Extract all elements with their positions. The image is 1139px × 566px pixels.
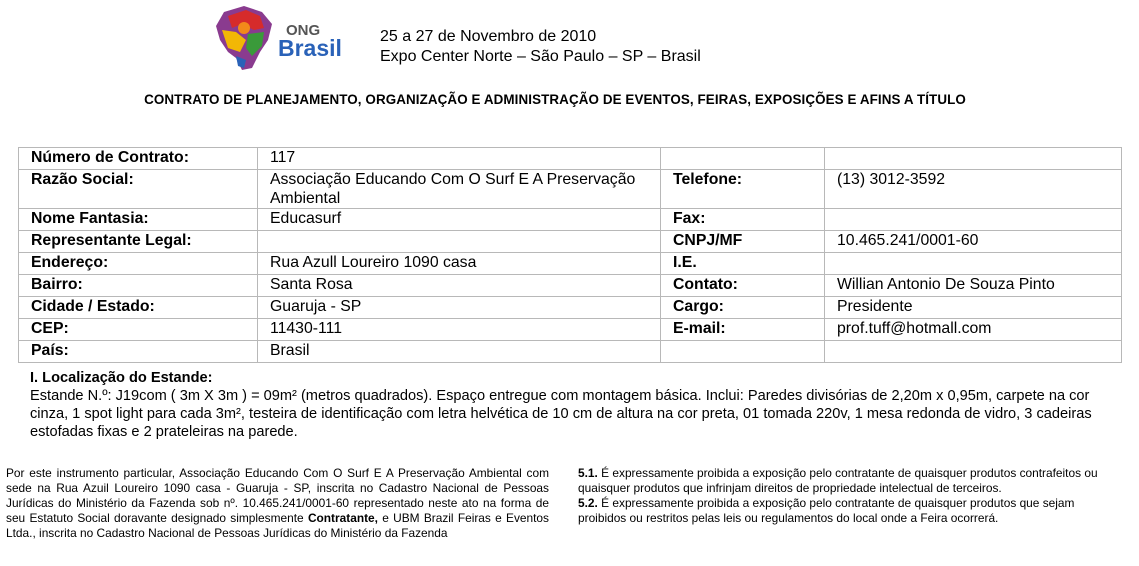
field-value	[825, 209, 1122, 231]
clause-number: 5.2.	[578, 496, 598, 510]
field-label: País:	[19, 341, 258, 363]
field-label: CEP:	[19, 319, 258, 341]
event-dates: 25 a 27 de Novembro de 2010	[380, 28, 597, 45]
field-label	[661, 341, 825, 363]
field-label	[661, 148, 825, 170]
event-info	[380, 27, 701, 67]
field-value: 11430-111	[258, 319, 661, 341]
contract-row	[19, 148, 1122, 170]
preamble-part1: Por este instrumento particular, Associação Educando Com O Surf E A Preservação Ambiental com sede na Rua Azuil Loureiro 1090 casa - Guaruja - SP, inscrita no Cadastro Nacional de Pessoas Jurídicas do Ministério da Fazenda sob nº. 10.465.241/0001-60 representado neste ato na forma de seu Estatuto Social doravante designado simplesmente	[6, 466, 549, 525]
clause-5-2	[578, 496, 1125, 526]
contract-row	[19, 209, 1122, 231]
field-label: Telefone:	[661, 170, 825, 209]
clauses-column	[578, 466, 1125, 526]
field-value: 10.465.241/0001-60	[825, 231, 1122, 253]
field-value: Educasurf	[258, 209, 661, 231]
section-title: I. Localização do Estande:	[30, 370, 213, 386]
field-value: (13) 3012-3592	[825, 170, 1122, 209]
field-value: Santa Rosa	[258, 275, 661, 297]
contratante-label: Contratante,	[307, 511, 378, 525]
field-value	[825, 341, 1122, 363]
contract-row	[19, 297, 1122, 319]
field-label: Bairro:	[19, 275, 258, 297]
contract-row	[19, 231, 1122, 253]
field-label: Cidade / Estado:	[19, 297, 258, 319]
field-label: Representante Legal:	[19, 231, 258, 253]
clause-text: É expressamente proibida a exposição pelo contratante de quaisquer produtos que sejam proibidos ou restritos pelas leis ou regulamentos do local onde a Feira ocorrerá.	[578, 496, 1075, 525]
field-label: Número de Contrato:	[19, 148, 258, 170]
field-value: Rua Azull Loureiro 1090 casa	[258, 253, 661, 275]
contract-row	[19, 275, 1122, 297]
contract-row	[19, 170, 1122, 209]
section-body: Estande N.º: J19com ( 3m X 3m ) = 09m² (metros quadrados). Espaço entregue com montagem básica. Inclui: Paredes divisórias de 2,20m x 0,95m, carpete na cor cinza, 1 spot light para cada 3m², testeira de identificação com letra helvética de 10 cm de altura na cor preta, 01 tomada 220v, 1 mesa redonda de vidro, 3 cadeiras estofadas fixas e 2 prateleiras na parede.	[30, 388, 1092, 440]
field-value: Willian Antonio De Souza Pinto	[825, 275, 1122, 297]
field-label: Contato:	[661, 275, 825, 297]
contract-row	[19, 341, 1122, 363]
contract-row	[19, 319, 1122, 341]
field-label: Cargo:	[661, 297, 825, 319]
ong-brasil-logo	[206, 2, 346, 74]
field-value: 117	[258, 148, 661, 170]
stand-location-section	[30, 369, 1126, 441]
clause-number: 5.1.	[578, 466, 598, 480]
field-value	[825, 148, 1122, 170]
preamble-part2: e UBM Brazil Feiras e Eventos Ltda., inscrita no Cadastro Nacional de Pessoas Jurídicas do Ministério da Fazenda	[6, 511, 549, 540]
clause-5-1	[578, 466, 1125, 496]
field-label: CNPJ/MF	[661, 231, 825, 253]
contract-row	[19, 253, 1122, 275]
field-label: Nome Fantasia:	[19, 209, 258, 231]
field-value: Guaruja - SP	[258, 297, 661, 319]
svg-text:ONG: ONG	[286, 22, 321, 39]
field-label: Fax:	[661, 209, 825, 231]
event-venue: Expo Center Norte – São Paulo – SP – Brasil	[380, 48, 701, 65]
field-value: Presidente	[825, 297, 1122, 319]
contract-preamble	[6, 466, 549, 541]
clause-text: É expressamente proibida a exposição pelo contratante de quaisquer produtos contrafeitos ou quaisquer produtos que infrinjam direitos de propriedade intelectual de terceiros.	[578, 466, 1098, 495]
field-label: I.E.	[661, 253, 825, 275]
contract-title: CONTRATO DE PLANEJAMENTO, ORGANIZAÇÃO E ADMINISTRAÇÃO DE EVENTOS, FEIRAS, EXPOSIÇÕES E AFINS A TÍTULO	[144, 92, 966, 107]
field-label: Endereço:	[19, 253, 258, 275]
field-label: E-mail:	[661, 319, 825, 341]
contract-info-table	[18, 147, 1122, 363]
field-value	[825, 253, 1122, 275]
field-value: Associação Educando Com O Surf E A Preservação Ambiental	[258, 170, 661, 209]
field-value	[258, 231, 661, 253]
field-label: Razão Social:	[19, 170, 258, 209]
field-value: Brasil	[258, 341, 661, 363]
svg-text:Brasil: Brasil	[278, 35, 342, 61]
field-value: prof.tuff@hotmall.com	[825, 319, 1122, 341]
